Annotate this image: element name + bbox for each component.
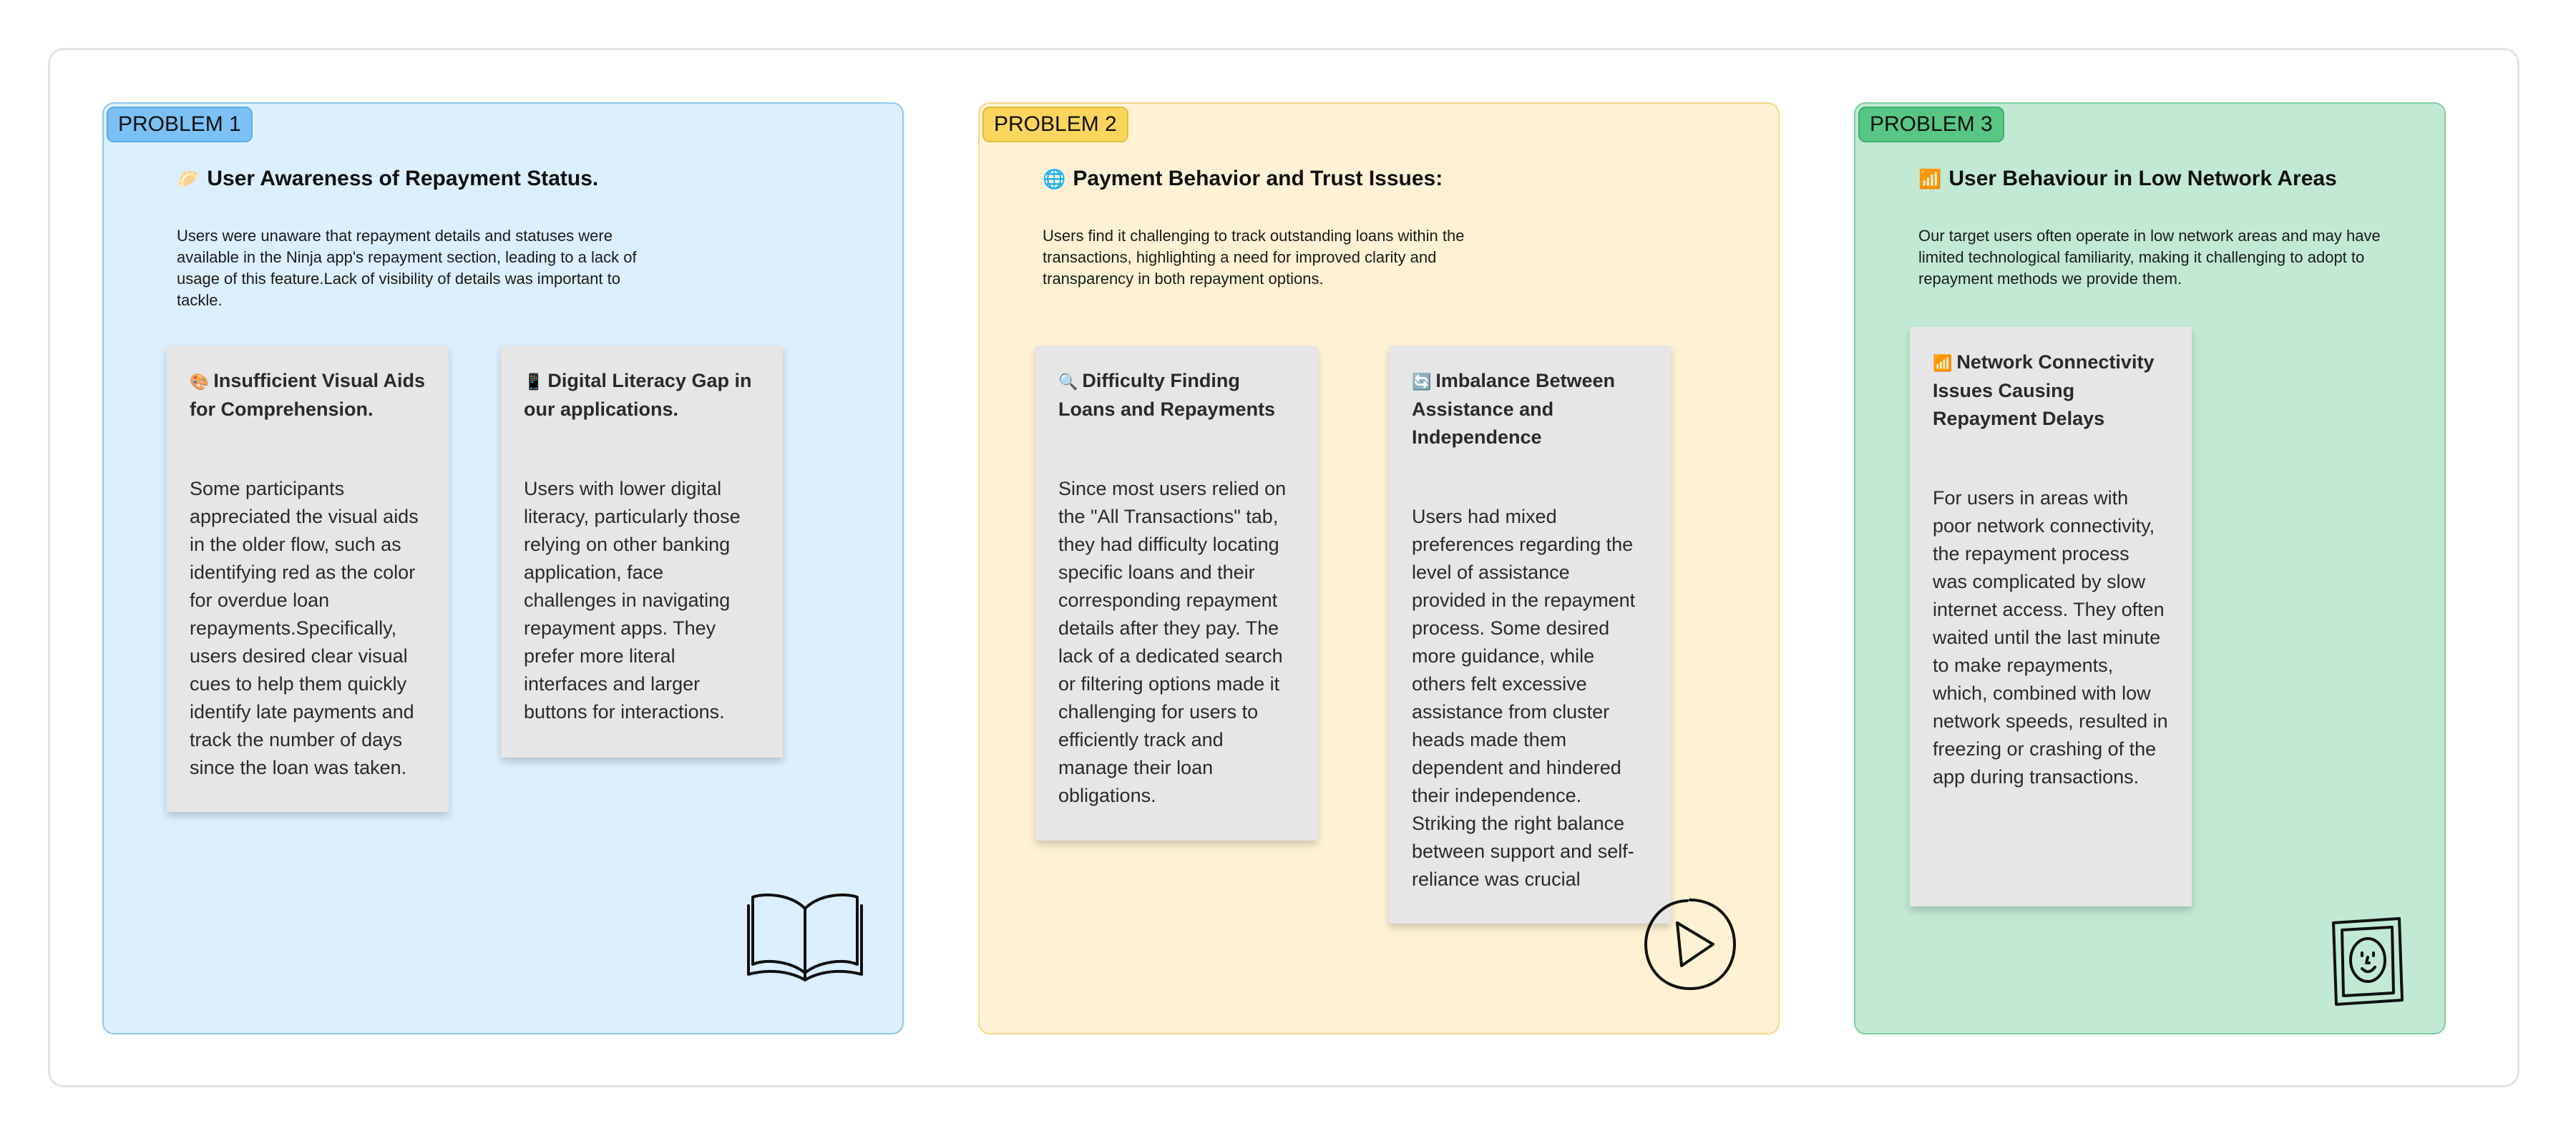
section-description: Our target users often operate in low network areas and may have limited technological familiarity, making it challenging to adopt to repayment methods we provide them. xyxy=(1918,227,2381,288)
open-book-icon[interactable] xyxy=(744,887,866,984)
sticky-note-body: Users had mixed preferences regarding the level of assistance provided in the repayment process. Some desired more guidance, while others felt excessive assistance from cluster heads made them dependent and hindered their independence. Striking the right balance between support and self-reliance was crucial xyxy=(1412,506,1636,890)
sticky-note-title: 📱 Digital Literacy Gap in our applications. xyxy=(524,370,752,420)
sticky-note[interactable] xyxy=(1035,346,1317,841)
signal-bars-icon: 📶 xyxy=(1933,354,1953,372)
section-tag[interactable]: PROBLEM 1 xyxy=(107,107,253,142)
problem-3-section[interactable] xyxy=(1854,102,2446,1034)
sticky-note-title: 🎨 Insufficient Visual Aids for Comprehension. xyxy=(190,370,425,420)
problem-2-section[interactable] xyxy=(978,102,1780,1034)
sticky-note[interactable] xyxy=(167,346,449,812)
section-description: Users were unaware that repayment details and statuses were available in the Ninja app's repayment section, leading to a lack of usage of this feature.Lack of visibility of details was important to tackle. xyxy=(177,227,637,309)
sticky-note[interactable] xyxy=(1910,327,2192,906)
sticky-note-title: 🔍 Difficulty Finding Loans and Repayments xyxy=(1058,370,1276,420)
problem-1-section[interactable] xyxy=(102,102,904,1034)
sticky-note-body: Since most users relied on the "All Transactions" tab, they had difficulty locating specific loans and their corresponding repayment details after they pay. The lack of a dedicated search or filtering options made it challenging for users to efficiently track and manage their loan obligations. xyxy=(1058,478,1287,806)
section-description: Users find it challenging to track outstanding loans within the transactions, highlighting a need for improved clarity and transparency in both repayment options. xyxy=(1043,227,1465,288)
sticky-note-body: Some participants appreciated the visual aids in the older flow, such as identifying red as the color for overdue loan repayments.Specifically, users desired clear visual cues to help them quickly identify late payments and track the number of days since the loan was taken. xyxy=(190,478,419,778)
signal-bars-icon: 📶 xyxy=(1918,167,1942,190)
globe-icon: 🌐 xyxy=(1043,167,1066,190)
sticky-note-title: 📶 Network Connectivity Issues Causing Repayment Delays xyxy=(1933,351,2155,429)
refresh-icon: 🔄 xyxy=(1412,373,1432,391)
section-tag[interactable]: PROBLEM 3 xyxy=(1858,107,2004,142)
section-title: 🥟 User Awareness of Repayment Status. xyxy=(177,167,599,190)
palette-icon: 🎨 xyxy=(190,373,210,391)
dumpling-icon: 🥟 xyxy=(177,167,200,190)
sticky-note[interactable] xyxy=(501,346,783,758)
magnifier-icon: 🔍 xyxy=(1058,373,1078,391)
section-title: 🌐 Payment Behavior and Trust Issues: xyxy=(1043,167,1443,190)
mobile-phone-icon: 📱 xyxy=(524,373,544,391)
sticky-note-body: For users in areas with poor network connectivity, the repayment process was complicated by slow internet access. They often waited until the last minute to make repayments, which, combined with low network speeds, resulted in freezing or crashing of the app during transactions. xyxy=(1933,487,2168,788)
section-tag[interactable]: PROBLEM 2 xyxy=(982,107,1128,142)
sticky-note-title: 🔄 Imbalance Between Assistance and Independence xyxy=(1412,370,1615,448)
sticky-note[interactable] xyxy=(1389,346,1671,924)
sticky-note-body: Users with lower digital literacy, particularly those relying on other banking application, face challenges in navigating repayment apps. They prefer more literal interfaces and larger buttons for interactions. xyxy=(524,478,741,723)
section-title: 📶 User Behaviour in Low Network Areas xyxy=(1918,167,2337,190)
framed-portrait-icon[interactable] xyxy=(2328,916,2406,1009)
play-button-icon[interactable] xyxy=(1640,894,1740,994)
